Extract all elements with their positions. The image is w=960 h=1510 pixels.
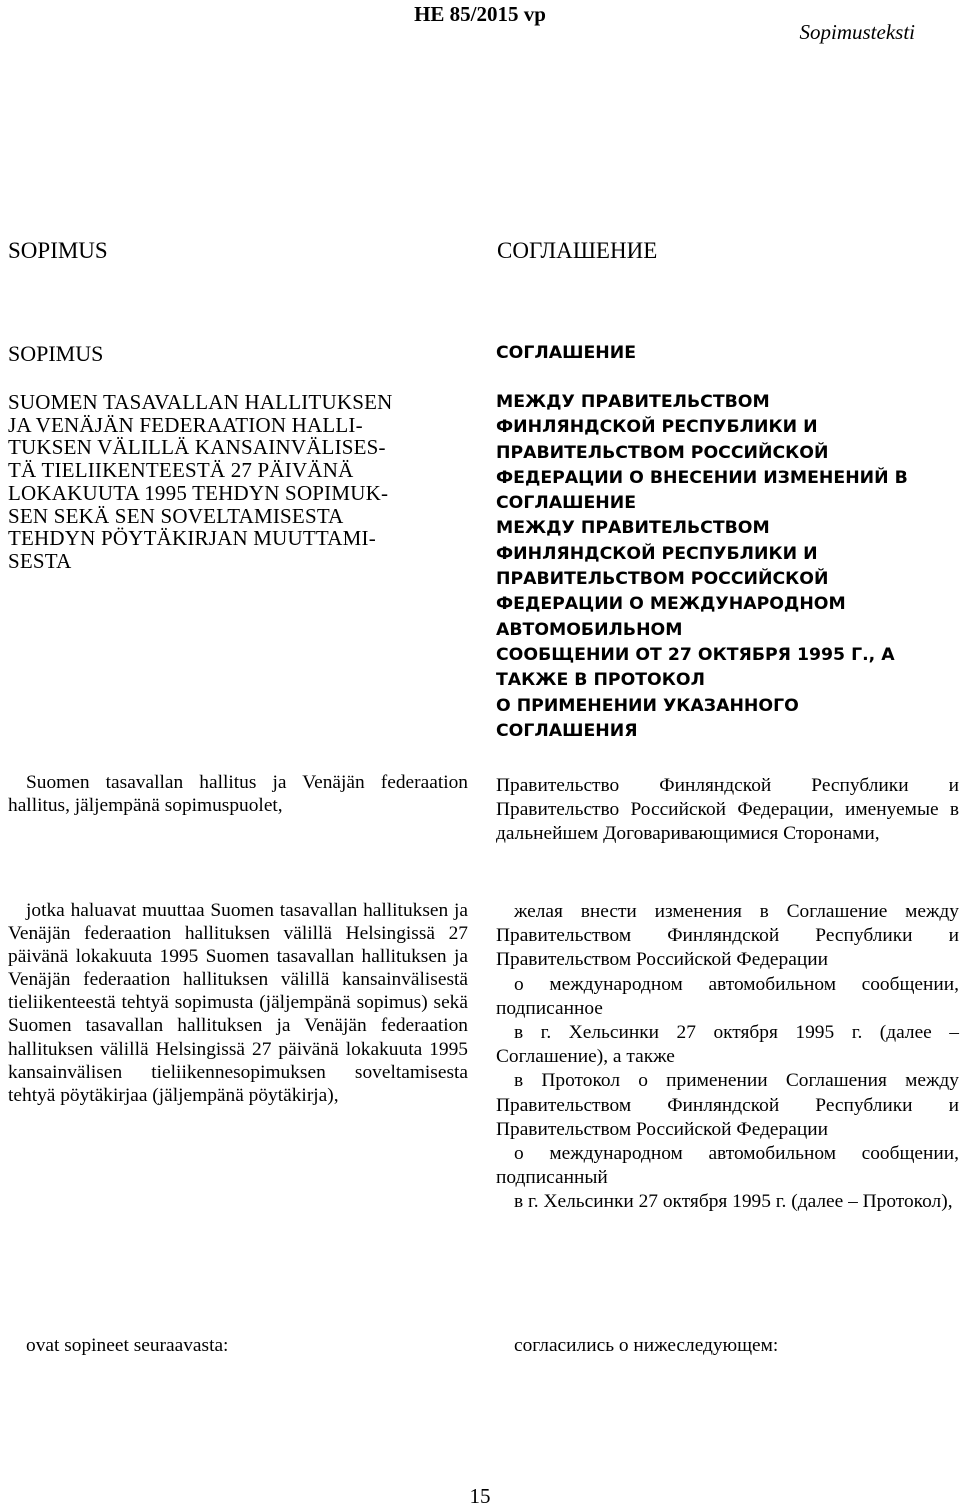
russian-title-line: СООБЩЕНИИ ОТ 27 ОКТЯБРЯ 1995 Г., А bbox=[496, 644, 895, 665]
russian-preamble-paragraph: о международном автомобильном сообщении, подписанный bbox=[496, 1143, 959, 1189]
russian-title-line: АВТОМОБИЛЬНОМ bbox=[496, 619, 683, 640]
finnish-title-short: SOPIMUS bbox=[8, 341, 104, 366]
finnish-title-line: TUKSEN VÄLILLÄ KANSAINVÄLISES- bbox=[8, 435, 386, 460]
finnish-parties-paragraph: Suomen tasavallan hallitus ja Venäjän federaation hallitus, jäljempänä sopimuspuolet, bbox=[8, 772, 468, 817]
russian-title-line: МЕЖДУ ПРАВИТЕЛЬСТВОМ bbox=[496, 392, 770, 412]
finnish-title-line: SUOMEN TASAVALLAN HALLITUKSEN bbox=[8, 390, 393, 414]
russian-preamble-paragraph: в Протокол о применении Соглашения между Правительством Финляндской Республики и Правительством Российской Федерации bbox=[496, 1070, 959, 1140]
russian-preamble bbox=[496, 900, 959, 1215]
russian-agreed-line: согласились о нижеследующем: bbox=[514, 1335, 779, 1356]
finnish-heading: SOPIMUS bbox=[8, 238, 108, 263]
finnish-title-line: JA VENÄJÄN FEDERAATION HALLI- bbox=[8, 412, 363, 437]
russian-title-line: ФЕДЕРАЦИИ О МЕЖДУНАРОДНОМ bbox=[496, 594, 846, 615]
russian-preamble-paragraph: в г. Хельсинки 27 октября 1995 г. (далее – Соглашение), а также bbox=[496, 1022, 959, 1068]
russian-title-line: ПРАВИТЕЛЬСТВОМ РОССИЙСКОЙ bbox=[496, 569, 829, 590]
russian-title-line: ФИНЛЯНДСКОЙ РЕСПУБЛИКИ И bbox=[496, 417, 818, 438]
finnish-title-line: TÄ TIELIIKENTEESTÄ 27 PÄIVÄNÄ bbox=[8, 458, 354, 483]
russian-heading: СОГЛАШЕНИЕ bbox=[497, 238, 658, 263]
finnish-title-line: SESTA bbox=[8, 548, 72, 573]
russian-title-line: ТАКЖЕ В ПРОТОКОЛ bbox=[496, 670, 705, 691]
finnish-preamble-paragraph: jotka haluavat muuttaa Suomen tasavallan hallituksen ja Venäjän federaation hallituksen välillä Helsingissä 27 päivänä lokakuuta 1995 Suomen tasavallan hallituksen ja Venäjän federaation hallituksen välillä kansainvälisestä tieliikenteestä tehtyä sopimusta (jäljempänä sopimus) sekä Suomen tasavallan hallituksen ja Venäjän federaation hallituksen välillä Helsingissä 27 päivänä lokakuuta 1995 kansainvälisen tieliikennesopimuksen soveltamisesta tehtyä pöytäkirjaa (jäljempänä pöytäkirja), bbox=[8, 900, 468, 1106]
russian-title-line: МЕЖДУ ПРАВИТЕЛЬСТВОМ bbox=[496, 518, 770, 539]
document-type-label: Sopimusteksti bbox=[799, 20, 915, 44]
russian-title-line: ПРАВИТЕЛЬСТВОМ РОССИЙСКОЙ bbox=[496, 442, 829, 463]
document-id: HE 85/2015 vp bbox=[414, 2, 546, 26]
russian-title-line: ФИНЛЯНДСКОЙ РЕСПУБЛИКИ И bbox=[496, 543, 818, 564]
finnish-title-line: TEHDYN PÖYTÄKIRJAN MUUTTAMI- bbox=[8, 526, 376, 551]
finnish-title-line: LOKAKUUTA 1995 TEHDYN SOPIMUK- bbox=[8, 480, 389, 505]
russian-preamble-paragraph: в г. Хельсинки 27 октября 1995 г. (далее – Протокол), bbox=[514, 1191, 953, 1213]
russian-title-line: СОГЛАШЕНИЯ bbox=[496, 720, 638, 741]
russian-title-line: СОГЛАШЕНИЕ bbox=[496, 493, 636, 514]
russian-parties-paragraph: Правительство Финляндской Республики и Правительство Российской Федерации, именуемые в дальнейшем Договаривающимися Сторонами, bbox=[496, 775, 959, 844]
finnish-title-line: SEN SEKÄ SEN SOVELTAMISESTA bbox=[8, 503, 344, 528]
russian-preamble-paragraph: о международном автомобильном сообщении, подписанное bbox=[496, 973, 959, 1019]
russian-title-short: СОГЛАШЕНИЕ bbox=[496, 343, 636, 363]
russian-title bbox=[496, 390, 959, 744]
finnish-title bbox=[8, 391, 468, 573]
russian-title-line: ФЕДЕРАЦИИ О ВНЕСЕНИИ ИЗМЕНЕНИЙ В bbox=[496, 467, 908, 488]
russian-preamble-paragraph: желая внести изменения в Соглашение между Правительством Финляндской Республики и Правительством Российской Федерации bbox=[496, 901, 959, 971]
finnish-agreed-line: ovat sopineet seuraavasta: bbox=[26, 1335, 229, 1356]
russian-title-line: О ПРИМЕНЕНИИ УКАЗАННОГО bbox=[496, 695, 799, 716]
page-number: 15 bbox=[469, 1484, 491, 1508]
